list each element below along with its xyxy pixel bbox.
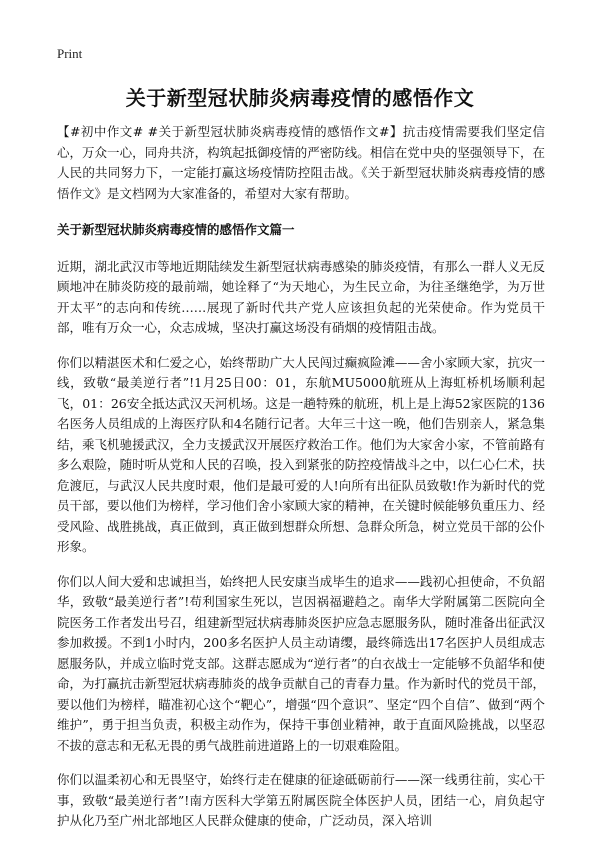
body-paragraph: 近期，湖北武汉市等地近期陆续发生新型冠状病毒感染的肺炎疫情，有那么一群人义无反顾地冲在肺炎防疫的最前端，她诠释了“为天地心，为生民立命，为往圣继绝学，为万世开太平”的志向和传统……展现了新时代共产党人应该担负起的光荣使命。作为党员干部，唯有万众一心，众志成城，坚决打赢这场没有硝烟的疫情阻击战。 — [57, 258, 545, 335]
section-heading: 关于新型冠状肺炎病毒疫情的感悟作文篇一 — [57, 222, 295, 237]
print-link[interactable]: Print — [57, 46, 83, 61]
intro-paragraph: 【#初中作文# #关于新型冠状肺炎病毒疫情的感悟作文#】抗击疫情需要我们坚定信心，万众一心，同舟共济，构筑起抵御疫情的严密防线。相信在党中央的坚强领导下，在人民的共同努力下，一定能打赢这场疫情防控阻击战。《关于新型冠状肺炎病毒疫情的感悟作文》是文档网为大家准备的，希望对大家有帮助。 — [57, 124, 545, 201]
body-paragraph: 你们以精湛医术和仁爱之心，始终帮助广大人民闯过癫疯险滩——舍小家顾大家，抗灾一线，致敬“最美逆行者”!1月25日00：01，东航MU5000航班从上海虹桥机场顺利起飞，01：26安全抵达武汉天河机场。这是一趟特殊的航班，机上是上海52家医院的136名医务人员组成的上海医疗队和4名随行记者。大年三十这一晚，他们告别亲人，紧急集结，乘飞机驰援武汉，全力支援武汉开展医疗救治工作。他们为大家舍小家，不管前路有多么艰险，随时听从党和人民的召唤，投入到紧张的防控疫情战斗之中，以仁心仁术，扶危渡厄，与武汉人民共度时艰，他们是最可爱的人!向所有出征队员致敬!作为新时代的党员干部，要以他们为榜样，学习他们舍小家顾大家的精神，在关键时候能够负重压力、经受风险、战胜挑战，真正做到，真正做到想群众所想、急群众所急，树立党员干部的公仆形象。 — [57, 354, 545, 554]
body-paragraph: 你们以人间大爱和忠诚担当，始终把人民安康当成毕生的追求——践初心担使命，不负韶华，致敬“最美逆行者”!苟利国家生死以，岂因祸福避趋之。南华大学附属第二医院向全院医务工作者发出号召，组建新型冠状病毒肺炎医护应急志愿服务队，随时准备出征武汉参加救援。不到1小时内，200多名医护人员主动请缨，最终筛选出17名医护人员组成志愿服务队，并成立临时党支部。这群志愿成为“逆行者”的白衣战士一定能够不负韶华和使命，为打赢抗击新型冠状病毒肺炎的战争贡献自己的青春力量。作为新时代的党员干部，要以他们为榜样，瞄准初心这个“靶心”，增强“四个意识”、坚定“四个自信”、做到“两个维护”，勇于担当负责，积极主动作为，保持干事创业精神，敢于直面风险挑战，以坚忍不拔的意志和无私无畏的勇气战胜前进道路上的一切艰难险阻。 — [57, 573, 545, 753]
page-title: 关于新型冠状肺炎病毒疫情的感悟作文 — [125, 86, 475, 110]
article-body — [57, 122, 545, 846]
body-paragraph: 你们以温柔初心和无畏坚守，始终行走在健康的征途砥砺前行——深一线勇往前，实心干事，致敬“最美逆行者”!南方医科大学第五附属医院全体医护人员，团结一心，肩负起守护从化乃至广州北部地区人民群众健康的使命，广泛动员，深入培训 — [57, 772, 545, 828]
